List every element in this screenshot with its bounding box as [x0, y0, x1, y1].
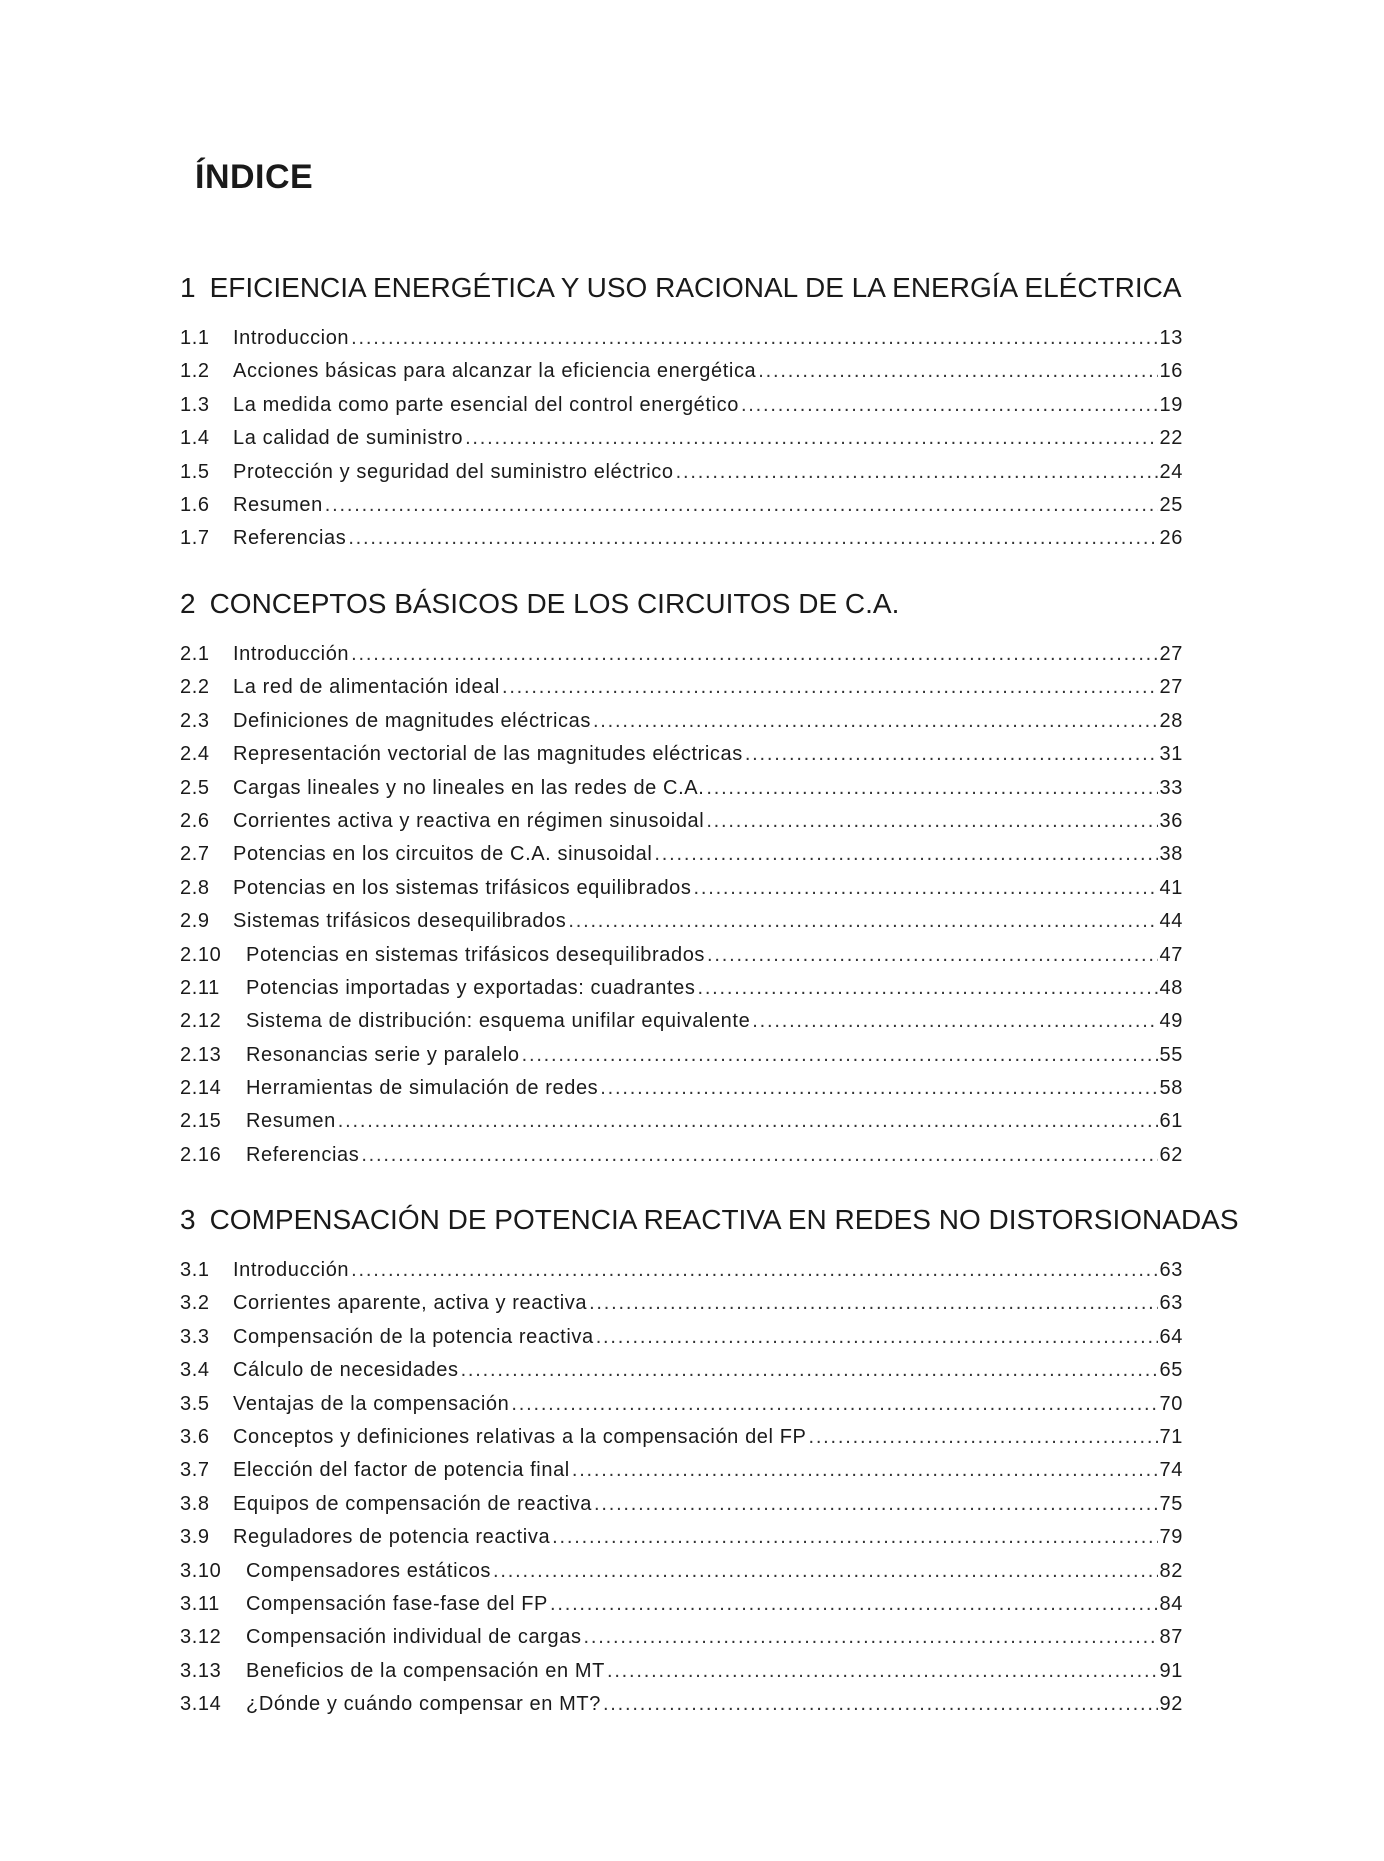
- toc-entry-page: 92: [1159, 1693, 1183, 1716]
- toc-entry-number: 3.3: [180, 1325, 210, 1348]
- toc-entry-title: Resumen: [233, 493, 323, 516]
- toc-entry-title: Corrientes activa y reactiva en régimen sinusoidal: [233, 809, 705, 832]
- dot-leader: [348, 522, 1157, 555]
- toc-entry-number: 3.12: [180, 1626, 222, 1649]
- toc-entry-page: 65: [1159, 1359, 1183, 1382]
- toc-entry-number: 3.1: [180, 1259, 210, 1281]
- toc-entry-title: Introducción: [233, 1259, 350, 1281]
- dot-leader: [351, 1254, 1157, 1287]
- chapter-title: COMPENSACIÓN DE POTENCIA REACTIVA EN REDES NO DISTORSIONADAS: [209, 1204, 1239, 1235]
- toc-entry-title: Compensación fase-fase del FP: [246, 1592, 548, 1615]
- toc-entry-number: 3.10: [180, 1559, 222, 1582]
- dot-leader: [511, 1388, 1157, 1421]
- toc-entry-page: 27: [1159, 643, 1183, 665]
- toc-entry-title: Referencias: [233, 527, 347, 550]
- toc-entry: [180, 972, 1183, 1005]
- toc-entry-title: Resonancias serie y paralelo: [246, 1043, 520, 1066]
- toc-entry: [180, 1421, 1183, 1454]
- toc-entry: [180, 1555, 1183, 1588]
- toc-entry-number: 2.8: [180, 876, 210, 899]
- toc-entry: [180, 1105, 1183, 1138]
- toc-entry-page: 84: [1159, 1592, 1183, 1615]
- toc-entry: [180, 1588, 1183, 1621]
- toc-entry-page: 41: [1159, 876, 1183, 899]
- toc-entry-page: 31: [1159, 743, 1183, 766]
- dot-leader: [552, 1521, 1157, 1554]
- toc-entry-number: 3.14: [180, 1693, 222, 1716]
- toc-entry-title: Reguladores de potencia reactiva: [233, 1526, 551, 1549]
- toc-entry: [180, 1521, 1183, 1554]
- toc-entry: [180, 322, 1183, 355]
- toc-entry-title: Sistema de distribución: esquema unifilar equivalente: [246, 1010, 751, 1033]
- dot-leader: [584, 1621, 1158, 1654]
- toc-entry: [180, 1287, 1183, 1320]
- toc-entry-page: 33: [1159, 776, 1183, 799]
- toc-entry: [180, 389, 1183, 422]
- toc-entry-number: 2.12: [180, 1010, 222, 1033]
- dot-leader: [694, 872, 1158, 905]
- toc-entry-number: 2.5: [180, 776, 210, 799]
- toc-entry: [180, 772, 1183, 805]
- toc-entry: [180, 1621, 1183, 1654]
- toc-entry-title: Potencias en sistemas trifásicos desequilibrados: [246, 943, 706, 966]
- toc-entry-page: 58: [1159, 1077, 1183, 1100]
- toc-entry: [180, 355, 1183, 388]
- toc-entry-title: La red de alimentación ideal: [233, 676, 500, 699]
- toc-entry-number: 2.1: [180, 643, 210, 665]
- toc-entry-page: 27: [1159, 676, 1183, 699]
- toc-entry-page: 79: [1159, 1526, 1183, 1549]
- dot-leader: [589, 1287, 1157, 1320]
- dot-leader: [706, 772, 1157, 805]
- toc-entry-title: Acciones básicas para alcanzar la eficiencia energética: [233, 360, 757, 383]
- toc-entry-number: 3.6: [180, 1425, 210, 1448]
- toc-entry-number: 1.7: [180, 527, 210, 550]
- toc-entry-title: Equipos de compensación de reactiva: [233, 1492, 592, 1515]
- toc-entry-title: ¿Dónde y cuándo compensar en MT?: [246, 1693, 601, 1716]
- toc-entry: [180, 1072, 1183, 1105]
- dot-leader: [600, 1072, 1157, 1105]
- dot-leader: [550, 1588, 1158, 1621]
- toc-entry: [180, 1454, 1183, 1487]
- toc-entry: [180, 1139, 1183, 1172]
- toc-entry-page: 38: [1159, 843, 1183, 866]
- dot-leader: [594, 1488, 1158, 1521]
- toc-entry: [180, 638, 1183, 671]
- dot-leader: [745, 738, 1158, 771]
- toc-list: [180, 1254, 1260, 1721]
- toc-entry-page: 36: [1159, 809, 1183, 832]
- dot-leader: [697, 972, 1157, 1005]
- toc-entry-number: 3.4: [180, 1359, 210, 1382]
- toc-list: [180, 322, 1260, 556]
- toc-entry-title: Referencias: [246, 1143, 360, 1166]
- toc-entry-number: 2.13: [180, 1043, 222, 1066]
- toc-entry-number: 2.6: [180, 809, 210, 832]
- toc-entry: [180, 1388, 1183, 1421]
- toc-entry-title: Corrientes aparente, activa y reactiva: [233, 1292, 588, 1315]
- toc-entry-title: La calidad de suministro: [233, 427, 464, 450]
- toc-entry-number: 1.4: [180, 427, 210, 450]
- chapter-heading: [180, 584, 1260, 624]
- toc-entry: [180, 738, 1183, 771]
- dot-leader: [568, 905, 1157, 938]
- dot-leader: [752, 1005, 1157, 1038]
- toc-entry-page: 64: [1159, 1325, 1183, 1348]
- toc-entry-title: La medida como parte esencial del control energético: [233, 393, 739, 416]
- page-title: ÍNDICE: [195, 158, 314, 196]
- toc-entry-number: 1.5: [180, 460, 210, 483]
- toc-entry-page: 63: [1159, 1292, 1183, 1315]
- toc-list: [180, 638, 1260, 1172]
- toc-entry-page: 25: [1159, 493, 1183, 516]
- chapter-heading: [180, 1200, 1260, 1240]
- toc-entry-number: 2.4: [180, 743, 210, 766]
- toc-entry: [180, 1488, 1183, 1521]
- toc-entry-number: 2.10: [180, 943, 222, 966]
- toc-entry-title: Beneficios de la compensación en MT: [246, 1659, 605, 1682]
- toc-entry: [180, 1039, 1183, 1072]
- toc-entry: [180, 1321, 1183, 1354]
- dot-leader: [361, 1139, 1157, 1172]
- toc-entry-page: 87: [1159, 1626, 1183, 1649]
- toc-entry: [180, 671, 1183, 704]
- toc-entry-page: 28: [1159, 709, 1183, 732]
- chapter-title: CONCEPTOS BÁSICOS DE LOS CIRCUITOS DE C.A.: [209, 588, 900, 619]
- dot-leader: [808, 1421, 1157, 1454]
- toc-entry: [180, 522, 1183, 555]
- toc-entry-page: 75: [1159, 1492, 1183, 1515]
- dot-leader: [522, 1039, 1158, 1072]
- toc-entry-page: 24: [1159, 460, 1183, 483]
- toc-entry-title: Ventajas de la compensación: [233, 1392, 510, 1415]
- toc-entry-number: 2.2: [180, 676, 210, 699]
- toc-entry-page: 16: [1159, 360, 1183, 383]
- toc-entry-title: Introducción: [233, 643, 350, 665]
- dot-leader: [596, 1321, 1158, 1354]
- toc-entry-page: 44: [1159, 910, 1183, 933]
- toc-entry-number: 3.13: [180, 1659, 222, 1682]
- toc-entry: [180, 805, 1183, 838]
- toc-entry-title: Potencias en los sistemas trifásicos equilibrados: [233, 876, 692, 899]
- dot-leader: [676, 456, 1158, 489]
- toc-entry-number: 1.2: [180, 360, 210, 383]
- chapter-number: 3: [180, 1204, 196, 1235]
- dot-leader: [572, 1454, 1158, 1487]
- toc-entry: [180, 1005, 1183, 1038]
- dot-leader: [465, 422, 1157, 455]
- toc-entry-title: Compensación de la potencia reactiva: [233, 1325, 594, 1348]
- toc-entry-page: 63: [1159, 1259, 1183, 1281]
- dot-leader: [706, 805, 1157, 838]
- toc-entry-page: 61: [1159, 1110, 1183, 1133]
- dot-leader: [607, 1655, 1158, 1688]
- toc-entry-page: 82: [1159, 1559, 1183, 1582]
- toc-entry-number: 3.2: [180, 1292, 210, 1315]
- toc-entry: [180, 1655, 1183, 1688]
- toc-entry: [180, 422, 1183, 455]
- toc-entry-title: Definiciones de magnitudes eléctricas: [233, 709, 591, 732]
- toc-entry-page: 13: [1159, 327, 1183, 349]
- chapter-3: [180, 1200, 1260, 1721]
- toc-entry-page: 48: [1159, 976, 1183, 999]
- toc-entry-number: 1.6: [180, 493, 210, 516]
- toc-entry-number: 2.3: [180, 709, 210, 732]
- toc-entry-page: 55: [1159, 1043, 1183, 1066]
- toc-entry-number: 2.15: [180, 1110, 222, 1133]
- dot-leader: [741, 389, 1158, 422]
- toc-entry-title: Elección del factor de potencia final: [233, 1459, 570, 1482]
- toc-entry: [180, 489, 1183, 522]
- toc-entry-title: Introduccion: [233, 327, 350, 349]
- chapter-2: [180, 584, 1260, 1172]
- dot-leader: [461, 1354, 1158, 1387]
- dot-leader: [493, 1555, 1158, 1588]
- toc-entry-number: 2.16: [180, 1143, 222, 1166]
- chapter-heading: [180, 268, 1260, 308]
- toc-entry-title: Potencias importadas y exportadas: cuadrantes: [246, 976, 696, 999]
- dot-leader: [758, 355, 1157, 388]
- toc-entry-number: 2.11: [180, 976, 220, 999]
- toc-entry-number: 3.11: [180, 1592, 220, 1615]
- toc-entry-title: Herramientas de simulación de redes: [246, 1077, 599, 1100]
- toc-entry-page: 26: [1159, 527, 1183, 550]
- toc-entry-number: 3.9: [180, 1526, 210, 1549]
- dot-leader: [351, 322, 1157, 355]
- chapter-title: EFICIENCIA ENERGÉTICA Y USO RACIONAL DE LA ENERGÍA ELÉCTRICA: [209, 272, 1182, 303]
- toc-entry-number: 3.7: [180, 1459, 210, 1482]
- toc-entry-page: 22: [1159, 427, 1183, 450]
- toc-entry: [180, 1688, 1183, 1721]
- toc-entry: [180, 705, 1183, 738]
- dot-leader: [502, 671, 1158, 704]
- toc-entry-title: Representación vectorial de las magnitudes eléctricas: [233, 743, 743, 766]
- dot-leader: [603, 1688, 1158, 1721]
- dot-leader: [325, 489, 1158, 522]
- toc-entry-title: Resumen: [246, 1110, 336, 1133]
- toc-entry-title: Cargas lineales y no lineales en las redes de C.A.: [233, 776, 705, 799]
- toc-entry-number: 2.7: [180, 843, 210, 866]
- toc-entry-number: 1.3: [180, 393, 210, 416]
- toc-entry-number: 3.5: [180, 1392, 210, 1415]
- toc-entry: [180, 1354, 1183, 1387]
- toc-entry-number: 2.9: [180, 910, 210, 933]
- chapter-number: 1: [180, 272, 196, 303]
- dot-leader: [707, 939, 1158, 972]
- toc-entry-number: 2.14: [180, 1077, 222, 1100]
- toc-entry: [180, 456, 1183, 489]
- toc-entry-page: 19: [1159, 393, 1183, 416]
- toc-entry-title: Sistemas trifásicos desequilibrados: [233, 910, 567, 933]
- toc-entry-number: 3.8: [180, 1492, 210, 1515]
- chapter-1: [180, 268, 1260, 556]
- toc-entry-title: Protección y seguridad del suministro eléctrico: [233, 460, 674, 483]
- toc-entry-title: Potencias en los circuitos de C.A. sinusoidal: [233, 843, 653, 866]
- toc-entry: [180, 939, 1183, 972]
- toc-entry: [180, 872, 1183, 905]
- toc-entry-page: 49: [1159, 1010, 1183, 1033]
- toc-entry: [180, 905, 1183, 938]
- toc-entry-title: Cálculo de necesidades: [233, 1359, 459, 1382]
- toc-entry-page: 71: [1159, 1425, 1183, 1448]
- toc-entry: [180, 838, 1183, 871]
- chapter-number: 2: [180, 588, 196, 619]
- toc-entry-title: Compensadores estáticos: [246, 1559, 492, 1582]
- toc-entry-title: Compensación individual de cargas: [246, 1626, 582, 1649]
- dot-leader: [593, 705, 1158, 738]
- toc-entry-page: 74: [1159, 1459, 1183, 1482]
- toc-entry-page: 62: [1159, 1143, 1183, 1166]
- dot-leader: [351, 638, 1157, 671]
- dot-leader: [654, 838, 1157, 871]
- toc-entry-title: Conceptos y definiciones relativas a la compensación del FP: [233, 1425, 807, 1448]
- toc-entry-page: 47: [1159, 943, 1183, 966]
- toc-entry-page: 70: [1159, 1392, 1183, 1415]
- toc-entry-number: 1.1: [180, 327, 210, 349]
- dot-leader: [338, 1105, 1158, 1138]
- toc-entry-page: 91: [1159, 1659, 1183, 1682]
- toc-entry: [180, 1254, 1183, 1287]
